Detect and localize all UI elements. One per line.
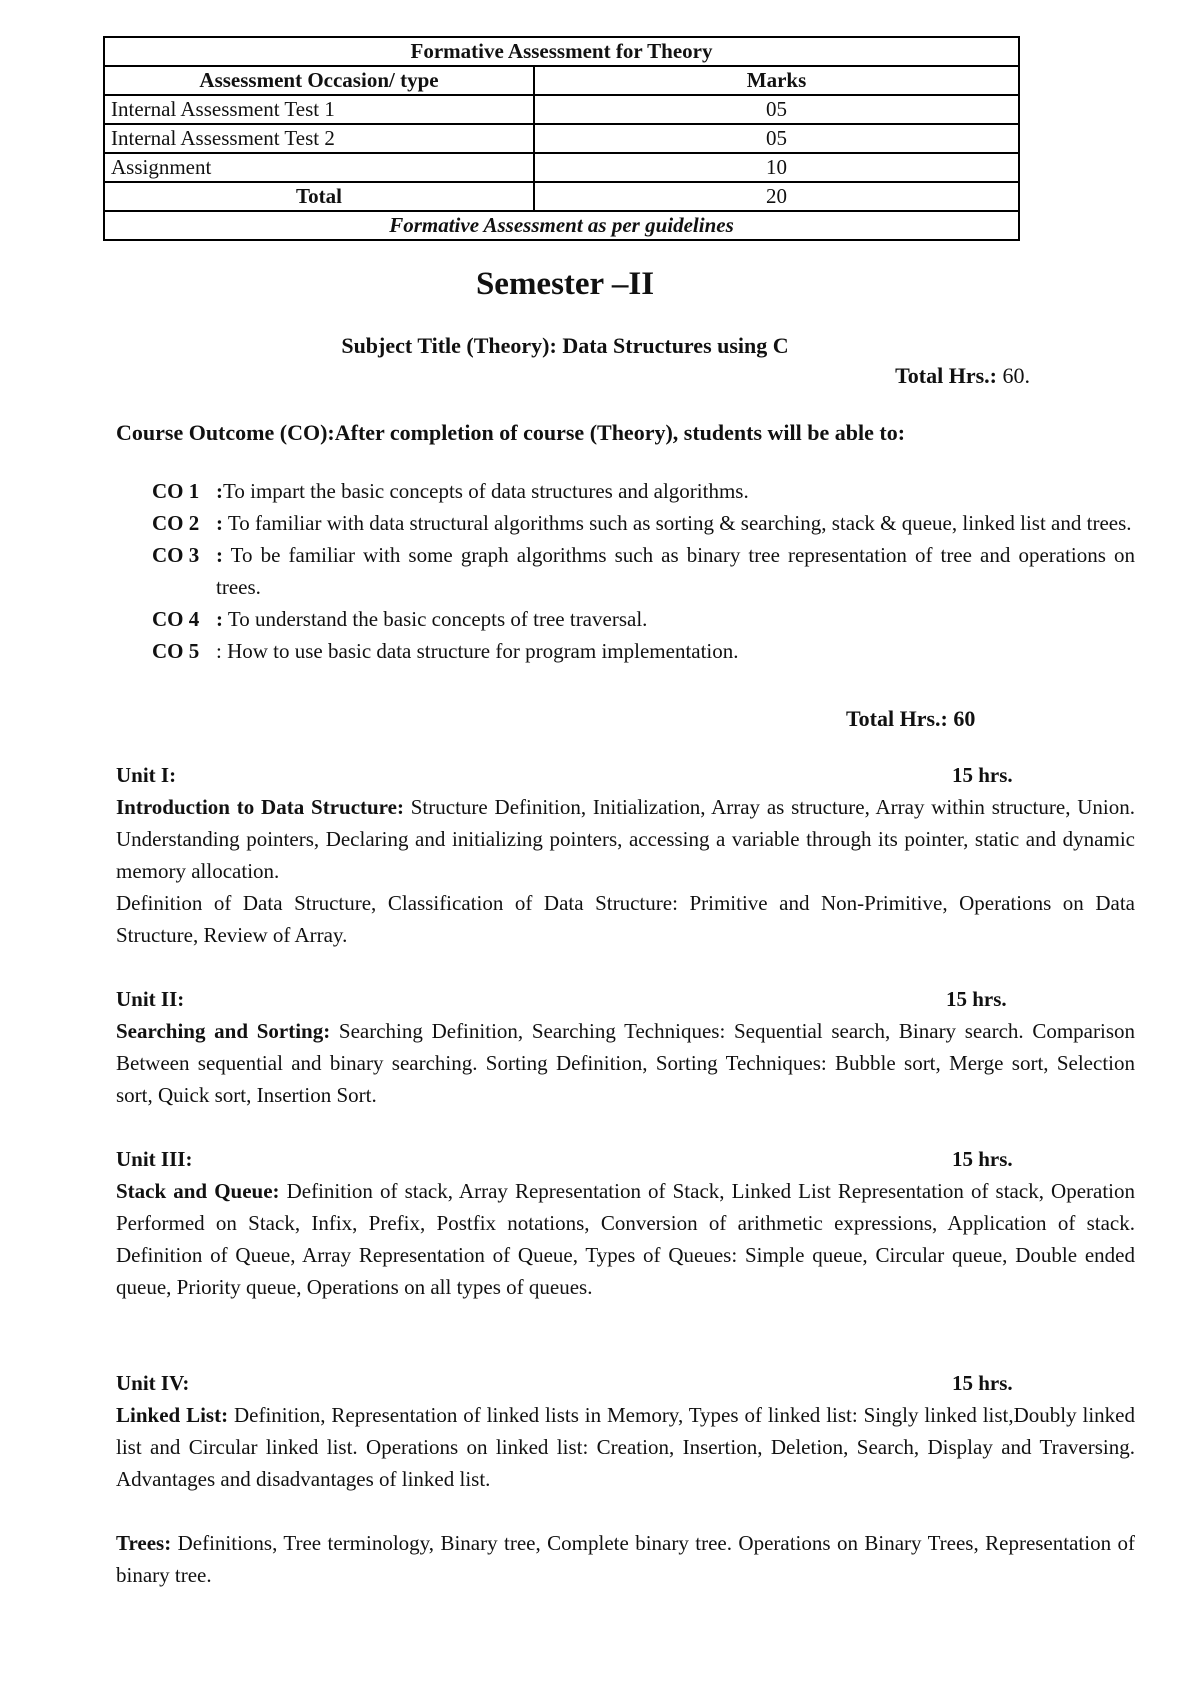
table-footer-row	[104, 211, 1019, 240]
unit-description	[116, 791, 1135, 887]
unit-text: Searching Definition, Searching Techniques: Sequential search, Binary search. Comparison Between sequential and binary searching. Sorting Definition, Sorting Techniques: Bubble sort, Merge sort, Selection sort, Quick sort, Insertion Sort.	[116, 1019, 1135, 1107]
subject-title	[0, 333, 1130, 359]
unit-description	[116, 1015, 1135, 1111]
unit-hours: 15 hrs.	[952, 763, 1013, 787]
unit-text: Definition of stack, Array Representation of Stack, Linked List Representation of stack, Operation Performed on Stack, Infix, Prefix, Postfix notations, Conversion of arithmetic expressions, Application of stack. Definition of Queue, Array Representation of Queue, Types of Queues: Simple queue, Circular queue, Double ended queue, Priority queue, Operations on all types of queues.	[116, 1179, 1135, 1299]
table-total-row	[104, 182, 1019, 211]
table-title-row	[104, 37, 1019, 66]
total-label: Total	[104, 182, 534, 211]
table-footer: Formative Assessment as per guidelines	[104, 211, 1019, 240]
course-outcome-list	[152, 475, 1135, 667]
unit-description-2	[116, 1527, 1135, 1591]
unit-header	[116, 1143, 1135, 1175]
co-colon: :	[216, 511, 223, 535]
unit-lead-2: Trees:	[116, 1531, 172, 1555]
co-label: CO 2	[152, 511, 200, 535]
table-header-row	[104, 66, 1019, 95]
table-row	[104, 95, 1019, 124]
unit-text: Structure Definition, Initialization, Array as structure, Array within structure, Union. Understanding pointers, Declaring and initializing pointers, accessing a variable through its pointer, static and dynamic memory allocation.	[116, 795, 1136, 883]
unit-description	[116, 1175, 1135, 1303]
unit-lead: Searching and Sorting:	[116, 1019, 331, 1043]
list-item	[152, 475, 1135, 507]
subject-name: Structures using C	[613, 333, 789, 358]
co-label: CO 1	[152, 479, 200, 503]
unit-text-2: Definitions, Tree terminology, Binary tree, Complete binary tree. Operations on Binary Trees, Representation of binary tree.	[116, 1531, 1135, 1587]
unit-title: Unit IV:	[116, 1371, 190, 1395]
marks-cell: 05	[534, 95, 1019, 124]
unit-lead: Linked List:	[116, 1403, 229, 1427]
list-item	[152, 635, 1135, 667]
co-text: To be familiar with some graph algorithms such as binary tree representation of tree and operations on trees.	[216, 543, 1135, 599]
total-marks: 20	[534, 182, 1019, 211]
unit-description-2: Definition of Data Structure, Classification of Data Structure: Primitive and Non-Primitive, Operations on Data Structure, Review of Array.	[116, 891, 1135, 947]
unit-hours: 15 hrs.	[952, 1371, 1013, 1395]
unit-header	[116, 1367, 1135, 1399]
list-item	[152, 603, 1135, 635]
unit-1	[116, 759, 1135, 951]
unit-title: Unit II:	[116, 987, 185, 1011]
co-heading-rest: After completion of course (Theory), students will be able to:	[334, 420, 906, 445]
total-hours-label: Total Hrs.:	[895, 363, 997, 388]
unit-hours: 15 hrs.	[946, 987, 1007, 1011]
unit-lead: Stack and Queue:	[116, 1179, 280, 1203]
course-total-hours: Total Hrs.: 60	[846, 706, 976, 731]
co-label: CO 3	[152, 543, 200, 567]
co-text: : How to use basic data structure for program implementation.	[216, 639, 739, 663]
occasion-cell: Internal Assessment Test 1	[104, 95, 534, 124]
table-row	[104, 153, 1019, 182]
formative-assessment-table	[103, 36, 1020, 241]
unit-title: Unit I:	[116, 763, 177, 787]
co-label: CO 4	[152, 607, 200, 631]
column-header-occasion: Assessment Occasion/ type	[104, 66, 534, 95]
marks-cell: 05	[534, 124, 1019, 153]
unit-title: Unit III:	[116, 1147, 193, 1171]
co-colon: :	[216, 479, 223, 503]
unit-4	[116, 1367, 1135, 1591]
co-text: To impart the basic concepts of data structures and algorithms.	[223, 479, 749, 503]
unit-3	[116, 1143, 1135, 1303]
total-hours-value: 60.	[997, 363, 1030, 388]
table-row	[104, 124, 1019, 153]
co-text: To understand the basic concepts of tree traversal.	[223, 607, 648, 631]
co-heading-label: Course Outcome (CO):	[116, 420, 335, 445]
occasion-cell: Internal Assessment Test 2	[104, 124, 534, 153]
list-item	[152, 539, 1135, 603]
unit-2	[116, 983, 1135, 1111]
table-title: Formative Assessment for Theory	[104, 37, 1019, 66]
unit-hours: 15 hrs.	[952, 1147, 1013, 1171]
unit-header	[116, 759, 1135, 791]
course-outcome-heading	[116, 420, 905, 446]
co-text: To familiar with data structural algorithms such as sorting & searching, stack & queue, linked list and trees.	[223, 511, 1132, 535]
column-header-marks: Marks	[534, 66, 1019, 95]
unit-text: Definition, Representation of linked lists in Memory, Types of linked list: Singly linked list,Doubly linked list and Circular linked list. Operations on linked list: Creation, Insertion, Deletion, Search, Display and Traversing. Advantages and disadvantages of linked list.	[116, 1403, 1136, 1491]
co-colon: :	[216, 543, 223, 567]
total-hours-top	[895, 363, 1030, 389]
occasion-cell: Assignment	[104, 153, 534, 182]
list-item	[152, 507, 1135, 539]
subject-prefix: Subject Title (Theory): Data	[341, 333, 614, 358]
marks-cell: 10	[534, 153, 1019, 182]
unit-lead: Introduction to Data Structure:	[116, 795, 404, 819]
co-label: CO 5	[152, 639, 200, 663]
unit-header	[116, 983, 1135, 1015]
co-colon: :	[216, 607, 223, 631]
unit-description	[116, 1399, 1135, 1495]
semester-title: Semester –II	[475, 266, 655, 302]
